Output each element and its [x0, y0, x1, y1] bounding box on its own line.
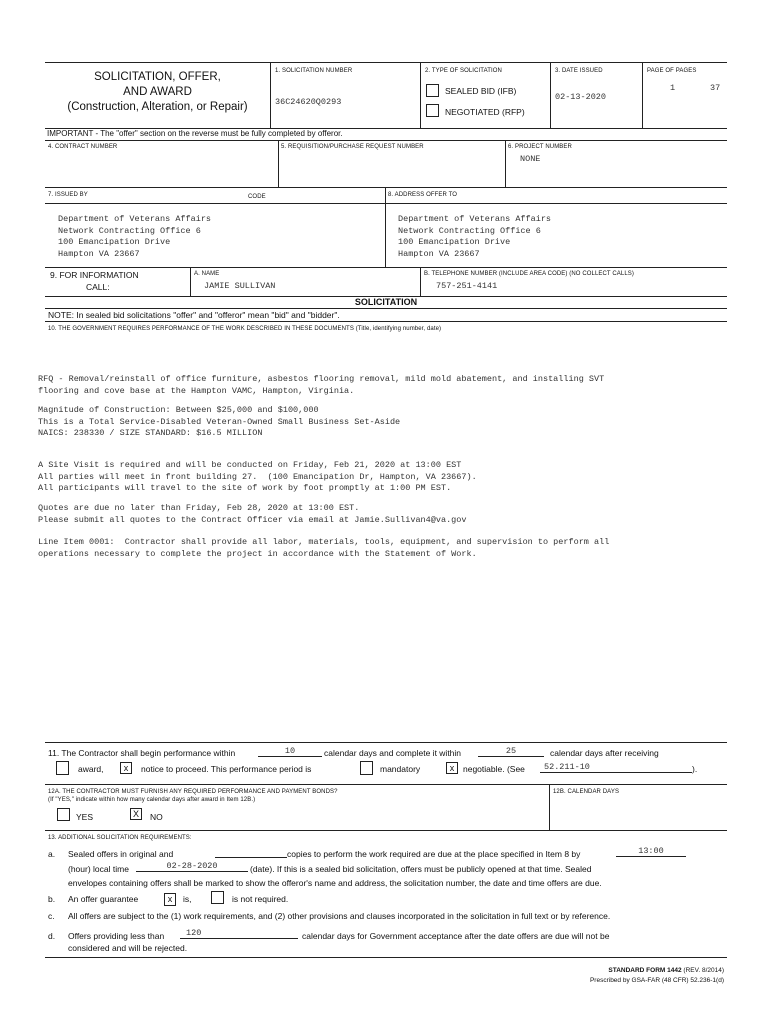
item13a-letter: a.	[48, 849, 56, 859]
divider	[45, 187, 727, 188]
divider	[270, 62, 271, 128]
mandatory-label: mandatory	[380, 764, 421, 774]
due-time-field[interactable]: 13:00	[616, 846, 686, 857]
divider	[550, 62, 551, 128]
item13d-text2: calendar days for Government acceptance after the date offers are due will not be	[302, 931, 610, 941]
prescribed-by: Prescribed by GSA-FAR (48 CFR) 52.236-1(d)	[589, 977, 724, 984]
item13b-text1: An offer guarantee	[68, 894, 139, 904]
begin-days-field[interactable]: 10	[258, 746, 322, 757]
page-number: 1	[670, 83, 676, 93]
negotiable-label: negotiable. (See	[463, 764, 525, 774]
divider	[278, 140, 279, 187]
award-checkbox[interactable]	[56, 761, 69, 775]
issued-by-line1: Department of Veterans Affairs	[58, 214, 212, 224]
address-offer-line2: Network Contracting Office 6	[398, 225, 541, 236]
divider	[420, 267, 421, 296]
divider	[45, 830, 727, 831]
form-name: STANDARD FORM 1442	[608, 967, 682, 974]
contract-number-label: 4. CONTRACT NUMBER	[48, 144, 118, 150]
form-title-line3: (Construction, Alteration, or Repair)	[67, 101, 248, 113]
description-line3: Magnitude of Construction: Between $25,000 and $100,000	[38, 405, 319, 415]
acceptance-days-field[interactable]: 120	[180, 928, 298, 939]
name-label: A. NAME	[194, 271, 220, 277]
issued-by-line3: 100 Emancipation Drive	[58, 237, 171, 247]
offer-guarantee-not-label: is not required.	[232, 894, 289, 904]
item11-text1: 11. The Contractor shall begin performance within	[48, 748, 236, 758]
bonds-no-label: NO	[150, 812, 163, 822]
divider	[190, 267, 191, 296]
divider	[45, 742, 727, 743]
date-issued-value[interactable]: 02-13-2020	[555, 92, 607, 102]
negotiable-checkbox[interactable]: x	[446, 762, 458, 774]
divider	[505, 140, 506, 187]
description-line9: Quotes are due no later than Friday, Feb 28, 2020 at 13:00 EST.	[38, 503, 360, 513]
item13a-text3: (hour) local time	[68, 864, 129, 874]
item13b-letter: b.	[48, 894, 56, 904]
type-of-solicitation-label: 2. TYPE OF SOLICITATION	[425, 68, 502, 74]
bonds-yes-checkbox[interactable]	[57, 808, 70, 821]
item13-label: 13. ADDITIONAL SOLICITATION REQUIREMENTS:	[48, 835, 192, 841]
divider	[45, 308, 727, 309]
solicitation-number-label: 1. SOLICITATION NUMBER	[275, 68, 353, 74]
item12a-label: 12A. THE CONTRACTOR MUST FURNISH ANY REQUIRED PERFORMANCE AND PAYMENT BONDS?	[48, 789, 338, 795]
divider	[45, 321, 727, 322]
solicitation-number-value[interactable]: 36C24620Q0293	[275, 97, 342, 107]
offer-guarantee-is-checkbox[interactable]: x	[164, 893, 176, 906]
item13d-text3: considered and will be rejected.	[68, 943, 188, 953]
solicitation-heading: SOLICITATION	[354, 297, 418, 307]
item13a-text4: (date). If this is a sealed bid solicitation, offers must be publicly opened at that time. Sealed	[250, 864, 592, 874]
item10-label: 10. THE GOVERNMENT REQUIRES PERFORMANCE OF THE WORK DESCRIBED IN THESE DOCUMENTS (Title, identifying number, date)	[48, 326, 442, 332]
bonds-no-checkbox[interactable]: X	[130, 808, 142, 820]
date-issued-label: 3. DATE ISSUED	[555, 68, 603, 74]
offer-guarantee-not-checkbox[interactable]	[211, 891, 224, 904]
divider	[45, 140, 727, 141]
description-line10: Please submit all quotes to the Contract Officer via email at Jamie.Sullivan4@va.gov	[38, 514, 467, 525]
see-reference-field[interactable]: 52.211-10	[540, 762, 692, 773]
description-line11: Line Item 0001: Contractor shall provide all labor, materials, tools, equipment, and supervision to perform all	[38, 537, 610, 547]
page-of-pages-label: PAGE OF PAGES	[647, 68, 697, 74]
item13d-text1: Offers providing less than	[68, 931, 165, 941]
item13c-text: All offers are subject to the (1) work requirements, and (2) other provisions and clauses incorporated in the solicitation in full text or by reference.	[68, 911, 611, 921]
description-line8: All participants will travel to the site of work by foot promptly at 1:00 PM EST.	[38, 483, 452, 493]
description-line6: A Site Visit is required and will be conducted on Friday, Feb 21, 2020 at 13:00 EST	[38, 460, 462, 470]
description-line12: operations necessary to complete the project in accordance with the Statement of Work.	[38, 548, 477, 559]
contact-phone[interactable]: 757-251-4141	[436, 281, 498, 291]
issued-by-label: 7. ISSUED BY	[48, 192, 88, 198]
form-revision: (REV. 8/2014)	[683, 967, 724, 974]
issued-by-line4: Hampton VA 23667	[58, 248, 140, 259]
contact-name[interactable]: JAMIE SULLIVAN	[204, 281, 276, 291]
copies-field[interactable]	[215, 847, 287, 858]
ntp-label: notice to proceed. This performance period is	[141, 764, 312, 774]
item11-text3: calendar days after receiving	[550, 748, 659, 758]
form-id	[608, 967, 724, 974]
divider	[420, 62, 421, 128]
important-note: IMPORTANT - The "offer" section on the reverse must be fully completed by offeror.	[47, 129, 343, 138]
description-line2: flooring and cove base at the Hampton VAMC, Hampton, Virginia.	[38, 385, 355, 396]
form-top-border	[45, 62, 727, 63]
bonds-yes-label: YES	[76, 812, 94, 822]
item13c-letter: c.	[48, 911, 55, 921]
offer-guarantee-is-label: is,	[183, 894, 192, 904]
negotiated-checkbox[interactable]	[426, 104, 439, 117]
due-date-field[interactable]: 02-28-2020	[136, 861, 248, 872]
description-line7: All parties will meet in front building 27. (100 Emancipation Dr, Hampton, VA 23667).	[38, 471, 477, 482]
mandatory-checkbox[interactable]	[360, 761, 373, 775]
sealed-bid-note: NOTE: In sealed bid solicitations "offer" and "offeror" mean "bid" and "bidder".	[48, 310, 340, 320]
item13a-text5: envelopes containing offers shall be marked to show the offeror's name and address, the solicitation number, the date and time offers are due.	[68, 878, 602, 888]
description-line1: RFQ - Removal/reinstall of office furniture, asbestos flooring removal, mild mold abatement, and installing SVT	[38, 374, 605, 384]
award-label: award,	[78, 764, 104, 774]
address-offer-line1: Department of Veterans Affairs	[398, 214, 552, 224]
address-offer-line3: 100 Emancipation Drive	[398, 237, 511, 247]
sealed-bid-checkbox[interactable]	[426, 84, 439, 97]
divider	[45, 267, 727, 268]
divider	[45, 784, 727, 785]
item12b-label: 12B. CALENDAR DAYS	[553, 789, 620, 795]
issued-by-line2: Network Contracting Office 6	[58, 225, 201, 236]
divider	[549, 784, 550, 830]
notice-to-proceed-checkbox[interactable]: x	[120, 762, 132, 774]
description-line4: This is a Total Service-Disabled Veteran-Owned Small Business Set-Aside	[38, 416, 401, 427]
item13a-text2: copies to perform the work required are due at the place specified in Item 8 by	[287, 849, 581, 859]
item11-text2: calendar days and complete it within	[324, 748, 462, 758]
description-line5: NAICS: 238330 / SIZE STANDARD: $16.5 MILLION	[38, 428, 263, 438]
phone-label: B. TELEPHONE NUMBER (INCLUDE AREA CODE) (NO COLLECT CALLS)	[424, 271, 634, 277]
divider	[385, 187, 386, 267]
project-number-label: 6. PROJECT NUMBER	[508, 144, 572, 150]
form-title-line2: AND AWARD	[123, 86, 192, 98]
address-offer-line4: Hampton VA 23667	[398, 248, 480, 259]
divider	[45, 957, 727, 958]
sealed-bid-label: SEALED BID (IFB)	[445, 86, 517, 96]
see-close: ).	[692, 764, 698, 774]
divider	[45, 203, 727, 204]
address-offer-to-label: 8. ADDRESS OFFER TO	[388, 192, 458, 198]
divider	[642, 62, 643, 128]
item12a-sublabel: (If "YES," indicate within how many calendar days after award in Item 12B.)	[48, 797, 256, 803]
complete-days-field[interactable]: 25	[478, 746, 544, 757]
info-call-label-2: CALL:	[86, 282, 110, 292]
form-title-line1: SOLICITATION, OFFER,	[94, 71, 221, 83]
negotiated-label: NEGOTIATED (RFP)	[445, 107, 525, 117]
item13a-text1: Sealed offers in original and	[68, 849, 174, 859]
total-pages: 37	[710, 83, 721, 93]
requisition-number-label: 5. REQUISITION/PURCHASE REQUEST NUMBER	[281, 144, 424, 150]
info-call-label-1: 9. FOR INFORMATION	[50, 270, 139, 280]
item13d-letter: d.	[48, 931, 56, 941]
project-number-value[interactable]: NONE	[520, 154, 541, 164]
code-label: CODE	[248, 194, 266, 200]
